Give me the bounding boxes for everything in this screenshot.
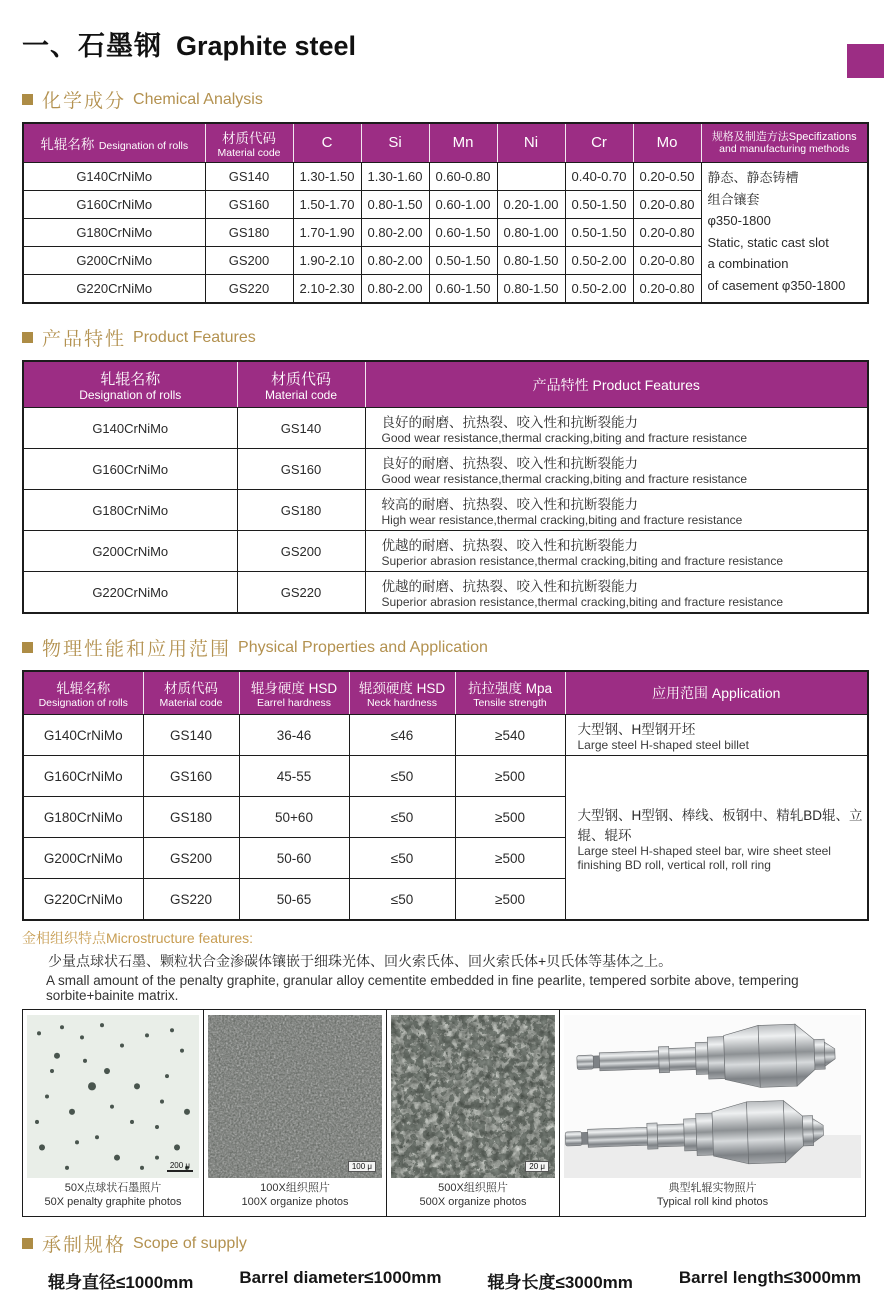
col-product-features: 产品特性 Product Features [365, 361, 868, 408]
microstructure-label: 金相组织特点Microstructure features: [22, 930, 254, 946]
section-header-chemical [22, 86, 866, 113]
cell: ≥540 [455, 715, 565, 756]
cell: 0.50-2.00 [565, 275, 633, 304]
col-material-code: 材质代码 Material code [205, 123, 293, 163]
cell: GS200 [237, 531, 365, 572]
cell: 0.60-1.50 [429, 219, 497, 247]
scale-label: 100 μ [348, 1161, 376, 1172]
cell: 0.60-0.80 [429, 163, 497, 191]
supply-specs-line [48, 1268, 866, 1293]
supply-item: 辊身直径≤1000mm [48, 1273, 194, 1292]
page-title [22, 24, 866, 63]
col-application: 应用范围 Application [565, 671, 868, 715]
col-material-code: 材质代码 Material code [237, 361, 365, 408]
table-row [23, 408, 868, 449]
cell: ≥500 [455, 756, 565, 797]
cell: 0.80-1.50 [361, 191, 429, 219]
feature-cell: 较高的耐磨、抗热裂、咬入性和抗断裂能力 High wear resistance,thermal cracking,biting and fracture resistance [365, 490, 868, 531]
cell: 0.80-1.50 [497, 247, 565, 275]
cell: 0.20-1.00 [497, 191, 565, 219]
table-row [23, 531, 868, 572]
application-cell: 大型钢、H型钢开坯 Large steel H-shaped steel billet [565, 715, 868, 756]
photo-cell [23, 1010, 204, 1216]
table-row [23, 572, 868, 614]
cell: 1.30-1.50 [293, 163, 361, 191]
cell: GS160 [237, 449, 365, 490]
col-element-mo: Mo [633, 123, 701, 163]
cell: G140CrNiMo [23, 408, 237, 449]
cell: 0.80-1.50 [497, 275, 565, 304]
col-tensile-strength: 抗拉强度 Mpa Tensile strength [455, 671, 565, 715]
scale-label: 20 μ [525, 1161, 549, 1172]
physical-properties-table [22, 670, 869, 921]
cell: GS200 [143, 838, 239, 879]
cell: 0.50-1.50 [565, 219, 633, 247]
square-bullet-icon [22, 332, 33, 343]
cell: 50-65 [239, 879, 349, 921]
section-title-en: Chemical Analysis [133, 90, 263, 108]
section-title-zh: 产品特性 [42, 329, 127, 350]
cell: GS180 [205, 219, 293, 247]
cell: 0.20-0.50 [633, 163, 701, 191]
table-row [23, 449, 868, 490]
photo-caption-zh: 500X组织照片 [438, 1182, 508, 1194]
cell: GS200 [205, 247, 293, 275]
photo-cell [387, 1010, 560, 1216]
cell: 0.50-1.50 [565, 191, 633, 219]
photo-caption-zh: 100X组织照片 [260, 1182, 330, 1194]
table-row [23, 715, 868, 756]
table-header-row [23, 671, 868, 715]
table-row [23, 756, 868, 797]
cell: G160CrNiMo [23, 191, 205, 219]
cell: ≥500 [455, 879, 565, 921]
cell: G220CrNiMo [23, 879, 143, 921]
micrograph-100x-photo [208, 1015, 382, 1178]
square-bullet-icon [22, 642, 33, 653]
col-element-mn: Mn [429, 123, 497, 163]
cell: 36-46 [239, 715, 349, 756]
cell: G180CrNiMo [23, 219, 205, 247]
cell: ≥500 [455, 838, 565, 879]
feature-cell: 良好的耐磨、抗热裂、咬入性和抗断裂能力 Good wear resistance,thermal cracking,biting and fracture resistance [365, 449, 868, 490]
cell: 0.20-0.80 [633, 191, 701, 219]
section-title-en: Scope of supply [133, 1234, 247, 1252]
section-header-physical [22, 634, 866, 661]
section-header-supply [22, 1230, 866, 1257]
chemical-analysis-table [22, 122, 869, 304]
cell: 0.80-1.00 [497, 219, 565, 247]
photo-cell [560, 1010, 865, 1216]
microstructure-en: A small amount of the penalty graphite, granular alloy cementite embedded in fine pearlite, tempered sorbite above, tempering sorbite+bainite matrix. [46, 973, 799, 1003]
table-row [23, 490, 868, 531]
cell: 0.50-2.00 [565, 247, 633, 275]
cell: 1.30-1.60 [361, 163, 429, 191]
page-title-zh: 一、石墨钢 [22, 31, 162, 61]
cell: GS160 [205, 191, 293, 219]
cell: G180CrNiMo [23, 490, 237, 531]
feature-cell: 优越的耐磨、抗热裂、咬入性和抗断裂能力 Superior abrasion resistance,thermal cracking,biting and fracture resistance [365, 572, 868, 614]
cell: G140CrNiMo [23, 163, 205, 191]
cell: G220CrNiMo [23, 572, 237, 614]
section-title-zh: 物理性能和应用范围 [42, 639, 232, 660]
col-designation: 轧辊名称 Designation of rolls [23, 361, 237, 408]
photo-caption-en: Typical roll kind photos [656, 1196, 769, 1208]
cell: 0.80-2.00 [361, 219, 429, 247]
supply-item: Barrel length≤3000mm [678, 1268, 862, 1287]
catalog-page [0, 24, 887, 1292]
cell: G200CrNiMo [23, 531, 237, 572]
supply-item: Barrel diameter≤1000mm [239, 1268, 442, 1287]
page-title-en: Graphite steel [176, 31, 357, 61]
section-title-en: Product Features [133, 328, 256, 346]
cell: GS220 [205, 275, 293, 304]
col-designation: 轧辊名称 Designation of rolls [23, 123, 205, 163]
section-title-zh: 承制规格 [42, 1235, 127, 1256]
col-element-si: Si [361, 123, 429, 163]
cell: ≤46 [349, 715, 455, 756]
microstructure-block [22, 928, 866, 1003]
photo-caption-zh: 典型轧辊实物照片 [668, 1182, 757, 1194]
cell: 1.90-2.10 [293, 247, 361, 275]
spec-cell: 静态、静态铸槽 组合镶套 φ350-1800 Static, static cast slot a combination of casement φ350-1800 [701, 163, 868, 304]
micrograph-500x-photo [391, 1015, 555, 1178]
photo-caption-zh: 50X点球状石墨照片 [64, 1182, 162, 1194]
col-barrel-hardness: 辊身硬度 HSD Earrel hardness [239, 671, 349, 715]
feature-cell: 良好的耐磨、抗热裂、咬入性和抗断裂能力 Good wear resistance,thermal cracking,biting and fracture resistance [365, 408, 868, 449]
cell: 1.70-1.90 [293, 219, 361, 247]
photo-cell [204, 1010, 387, 1216]
cell: 0.20-0.80 [633, 275, 701, 304]
col-specifications: 规格及制造方法Specifizations and manufacturing methods [701, 123, 868, 163]
cell: G140CrNiMo [23, 715, 143, 756]
col-designation: 轧辊名称 Designation of rolls [23, 671, 143, 715]
cell: 0.50-1.50 [429, 247, 497, 275]
cell: GS140 [237, 408, 365, 449]
cell: 50-60 [239, 838, 349, 879]
cell: G160CrNiMo [23, 449, 237, 490]
col-element-cr: Cr [565, 123, 633, 163]
table-row [23, 163, 868, 191]
cell: GS140 [143, 715, 239, 756]
col-neck-hardness: 辊颈硬度 HSD Neck hardness [349, 671, 455, 715]
cell: 0.40-0.70 [565, 163, 633, 191]
application-cell-merged: 大型钢、H型钢、棒线、板钢中、精轧BD辊、立辊、辊环 Large steel H-shaped steel bar, wire sheet steel finishing BD roll, vertical roll, roll ring [565, 756, 868, 921]
cell: ≤50 [349, 838, 455, 879]
roll-product-photo [564, 1015, 861, 1178]
feature-cell: 优越的耐磨、抗热裂、咬入性和抗断裂能力 Superior abrasion resistance,thermal cracking,biting and fracture resistance [365, 531, 868, 572]
cell: 0.60-1.00 [429, 191, 497, 219]
photo-caption-en: 50X penalty graphite photos [44, 1196, 182, 1208]
square-bullet-icon [22, 1238, 33, 1249]
cell: 0.60-1.50 [429, 275, 497, 304]
cell: G220CrNiMo [23, 275, 205, 304]
cell: G160CrNiMo [23, 756, 143, 797]
cell: G180CrNiMo [23, 797, 143, 838]
cell: 0.80-2.00 [361, 275, 429, 304]
cell: GS220 [237, 572, 365, 614]
cell: GS140 [205, 163, 293, 191]
cell: GS180 [237, 490, 365, 531]
cell: ≤50 [349, 879, 455, 921]
cell: 0.80-2.00 [361, 247, 429, 275]
section-title-en: Physical Properties and Application [238, 638, 488, 656]
page-corner-marker [847, 44, 884, 78]
section-header-features [22, 324, 866, 351]
cell: ≤50 [349, 756, 455, 797]
col-element-ni: Ni [497, 123, 565, 163]
cell: 1.50-1.70 [293, 191, 361, 219]
supply-item: 辊身长度≤3000mm [487, 1273, 633, 1292]
section-title-zh: 化学成分 [42, 91, 127, 112]
micrograph-50x-photo [27, 1015, 199, 1178]
cell: GS220 [143, 879, 239, 921]
cell: ≥500 [455, 797, 565, 838]
cell: G200CrNiMo [23, 247, 205, 275]
photo-caption-en: 100X organize photos [241, 1196, 349, 1208]
cell: G200CrNiMo [23, 838, 143, 879]
col-element-c: C [293, 123, 361, 163]
table-header-row [23, 123, 868, 163]
table-header-row [23, 361, 868, 408]
photo-strip [22, 1009, 866, 1217]
cell: GS160 [143, 756, 239, 797]
scale-label: 200 μ [167, 1161, 193, 1172]
cell: 45-55 [239, 756, 349, 797]
photo-caption-en: 500X organize photos [419, 1196, 527, 1208]
cell: ≤50 [349, 797, 455, 838]
cell [497, 163, 565, 191]
cell: 2.10-2.30 [293, 275, 361, 304]
col-material-code: 材质代码 Material code [143, 671, 239, 715]
cell: 0.20-0.80 [633, 219, 701, 247]
product-features-table [22, 360, 869, 614]
microstructure-zh: 少量点球状石墨、颗粒状合金渗碳体镶嵌于细珠光体、回火索氏体、回火索氏体+贝氏体等基体之上。 [48, 953, 673, 969]
cell: GS180 [143, 797, 239, 838]
square-bullet-icon [22, 94, 33, 105]
cell: 0.20-0.80 [633, 247, 701, 275]
cell: 50+60 [239, 797, 349, 838]
